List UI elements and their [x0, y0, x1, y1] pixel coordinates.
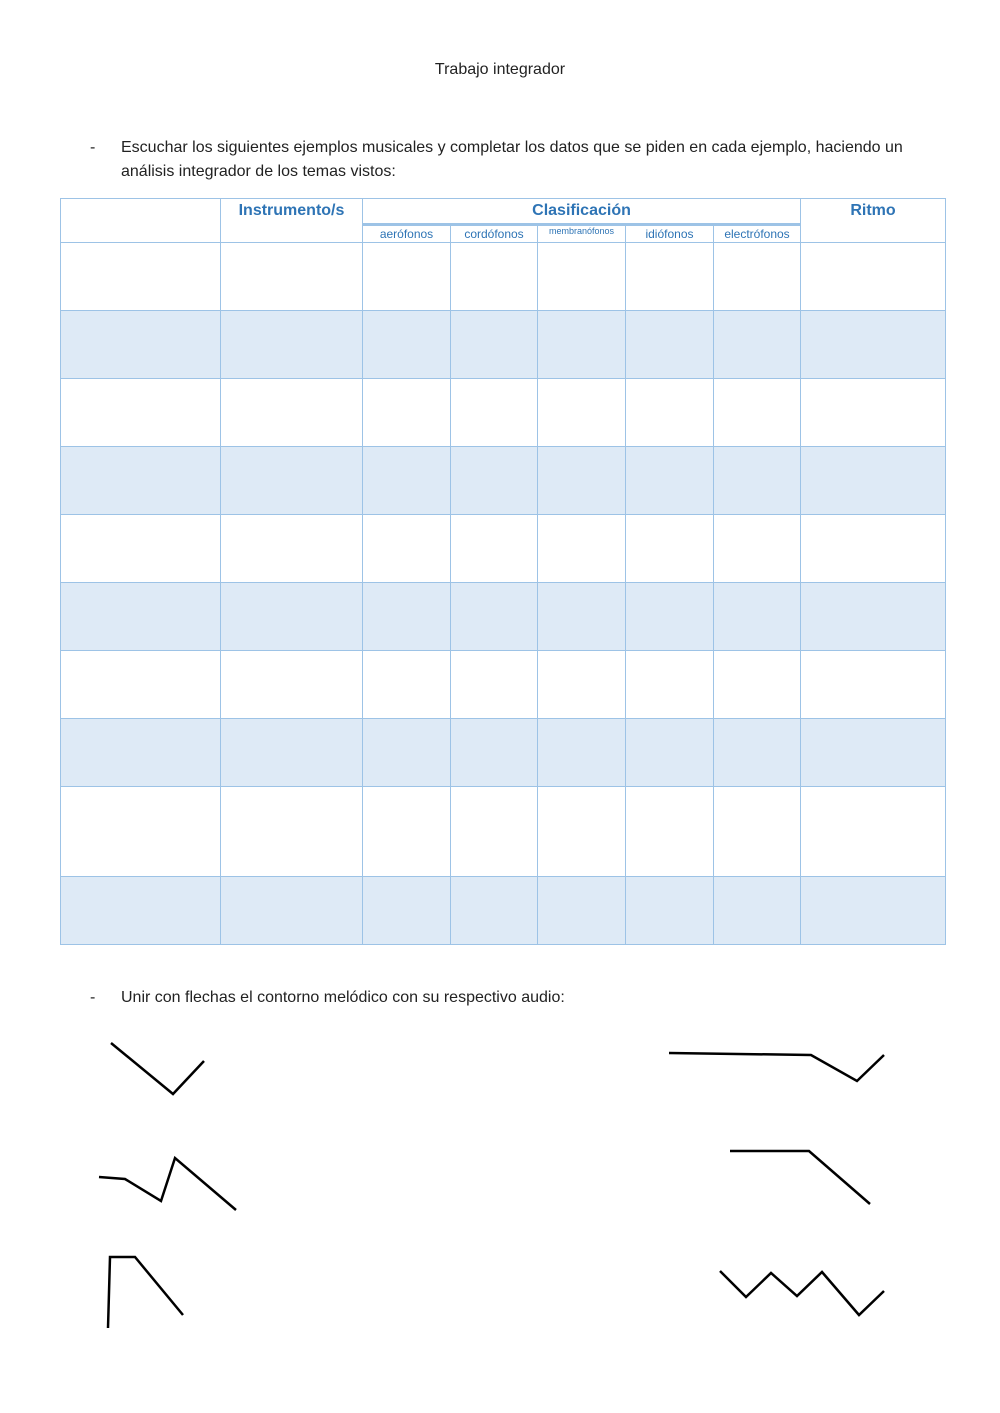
subheader-electrofonos: electrófonos [714, 225, 801, 243]
header-rhythm: Ritmo [801, 199, 946, 243]
subheader-membranofonos: membranófonos [538, 225, 626, 243]
bullet-dash: - [90, 989, 96, 1006]
instruction-text: Unir con flechas el contorno melódico con su respectivo audio: [121, 989, 565, 1006]
instruction-text: Escuchar los siguientes ejemplos musicales y completar los datos que se piden en cada ejemplo, haciendo un análisis integrador de los temas vistos: [121, 139, 903, 180]
header-instrument: Instrumento/s [221, 199, 363, 243]
subheader-idiofonos: idiófonos [626, 225, 714, 243]
contour-wave-right[interactable] [720, 1271, 884, 1315]
contour-rise-flat-descend-left[interactable] [108, 1257, 183, 1328]
bullet-dash: - [90, 139, 96, 156]
subheader-aerofonos: aerófonos [363, 225, 451, 243]
header-classification: Clasificación [363, 199, 801, 225]
contour-flat-descend-right[interactable] [730, 1151, 870, 1204]
contour-zigzag-descending-left[interactable] [99, 1158, 236, 1210]
page-title: Trabajo integrador [434, 61, 566, 78]
subheader-cordofonos: cordófonos [451, 225, 538, 243]
contour-flat-dip-rise-right[interactable] [669, 1053, 884, 1081]
contour-v-shape-left[interactable] [111, 1043, 204, 1094]
